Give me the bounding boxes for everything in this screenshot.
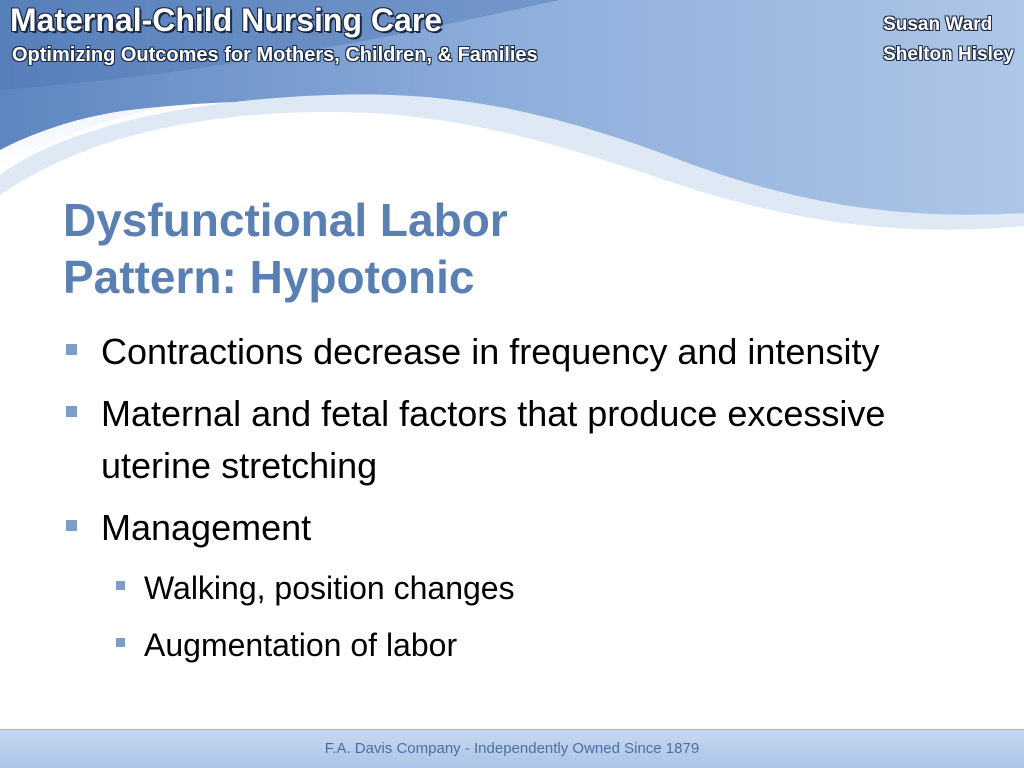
footer-text: F.A. Davis Company - Independently Owned Since 1879 [324,740,700,757]
square-bullet-icon [66,520,77,531]
sub-bullet-item [112,564,946,612]
author-name: Susan Ward [883,14,993,35]
authors [883,10,1014,70]
author-name: Shelton Hisley [883,44,1014,65]
bullet-text: Contractions decrease in frequency and intensity [101,331,880,372]
sub-bullet-text: Augmentation of labor [144,627,458,663]
header-title: Maternal-Child Nursing Care [10,2,443,38]
square-bullet-icon [66,406,77,417]
slide-title-line: Dysfunctional Labor [63,194,508,246]
footer-bar [0,729,1024,768]
bullet-text: Management [101,507,312,548]
bullet-item [66,326,946,378]
header-subtitle: Optimizing Outcomes for Mothers, Children, & Families [12,44,538,66]
square-bullet-icon [66,344,77,355]
bullet-item [66,388,946,492]
bullet-text: Maternal and fetal factors that produce excessive uterine stretching [101,393,886,486]
slide-title-line: Pattern: Hypotonic [63,251,475,303]
square-bullet-icon [116,638,125,647]
slide-title [63,192,763,306]
bullet-item [66,502,946,554]
square-bullet-icon [116,581,125,590]
sub-bullet-text: Walking, position changes [144,570,515,606]
sub-bullet-item [112,621,946,669]
bullet-list [66,326,946,678]
